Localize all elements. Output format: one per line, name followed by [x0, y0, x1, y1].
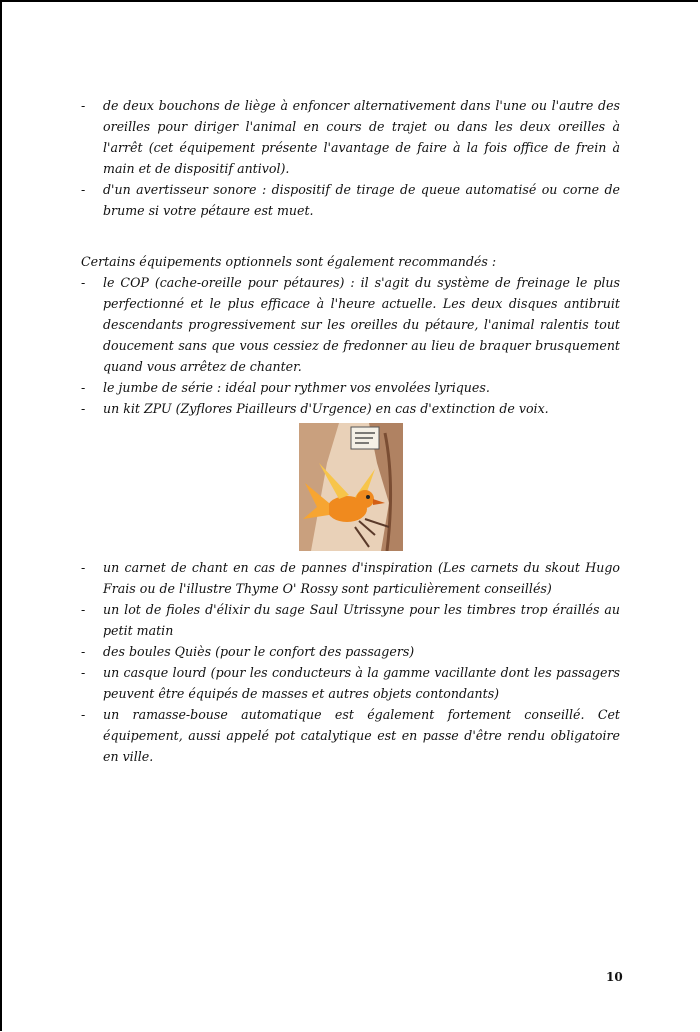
list-item: - un ramasse-bouse automatique est également fortement conseillé. Cet équipement, aussi appelé pot catalytique est en passe d'être rendu obligatoire en ville. — [81, 704, 620, 767]
document-body — [81, 95, 620, 767]
list-item: - de deux bouchons de liège à enfoncer alternativement dans l'une ou l'autre des oreilles pour diriger l'animal en cours de trajet ou dans les deux oreilles à l'arrêt (cet équipement présente l'avantage de faire à la fois office de frein à main et de dispositif antivol). — [81, 95, 620, 179]
optional-intro: Certains équipements optionnels sont également recommandés : — [81, 254, 497, 269]
bullet-dash: - — [81, 602, 86, 617]
equipment-list-3 — [81, 557, 620, 767]
list-item: - un lot de fioles d'élixir du sage Saul Utrissyne pour les timbres trop éraillés au petit matin — [81, 599, 620, 641]
bullet-dash: - — [81, 182, 86, 197]
bird-illustration — [299, 423, 403, 551]
list-item: - des boules Quiès (pour le confort des passagers) — [81, 641, 620, 662]
list-item: - un casque lourd (pour les conducteurs à la gamme vacillante dont les passagers peuvent être équipés de masses et autres objets contondants) — [81, 662, 620, 704]
page-number: 10 — [606, 970, 623, 984]
equipment-list-2 — [81, 272, 620, 419]
bullet-dash: - — [81, 665, 86, 680]
list-item: - un carnet de chant en cas de pannes d'inspiration (Les carnets du skout Hugo Frais ou de l'illustre Thyme O' Rossy sont particulièrement conseillés) — [81, 557, 620, 599]
list-item: - d'un avertisseur sonore : dispositif de tirage de queue automatisé ou corne de brume si votre pétaure est muet. — [81, 179, 620, 221]
bullet-dash: - — [81, 380, 86, 395]
bullet-dash: - — [81, 98, 86, 113]
bullet-dash: - — [81, 275, 86, 290]
list-item: - un kit ZPU (Zyflores Piailleurs d'Urgence) en cas d'extinction de voix. — [81, 398, 620, 419]
equipment-list-1 — [81, 95, 620, 221]
bullet-dash: - — [81, 560, 86, 575]
bullet-dash: - — [81, 401, 86, 416]
list-item: - le COP (cache-oreille pour pétaures) : il s'agit du système de freinage le plus perfectionné et le plus efficace à l'heure actuelle. Les deux disques antibruit descendants progressivement sur les oreilles du pétaure, l'animal ralentis tout doucement sans que vous cessiez de fredonner au lieu de braquer brusquement quand vous arrêtez de chanter. — [81, 272, 620, 377]
bullet-dash: - — [81, 707, 86, 722]
list-item: - le jumbe de série : idéal pour rythmer vos envolées lyriques. — [81, 377, 620, 398]
bullet-dash: - — [81, 644, 86, 659]
